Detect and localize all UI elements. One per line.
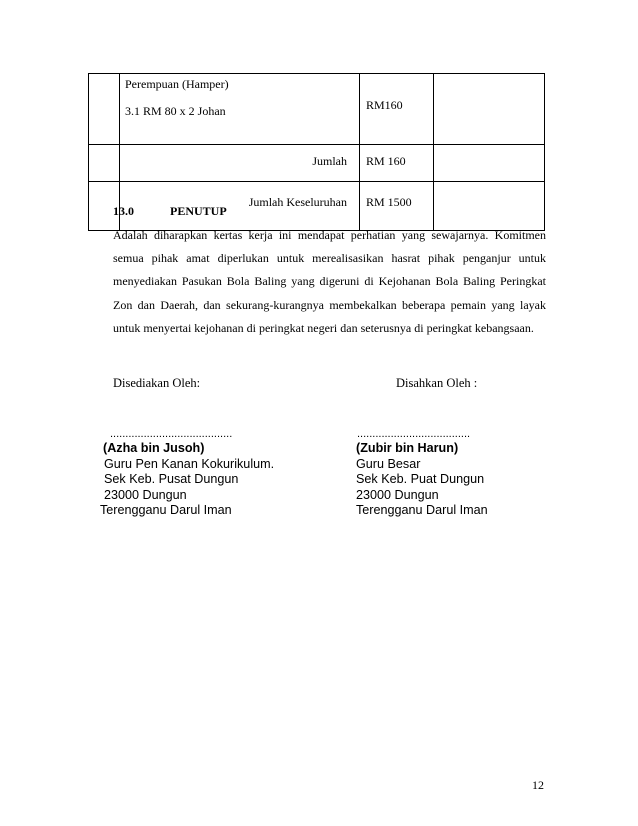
table-cell-blank [89, 74, 120, 145]
signatory-title: Guru Pen Kanan Kokurikulum. [104, 456, 275, 471]
prize-item: 3.1 RM 80 x 2 Johan [125, 104, 226, 118]
signatory-school: Sek Keb. Pusat Dungun [104, 472, 239, 486]
total-label: Jumlah [120, 145, 360, 182]
table-cell-blank [434, 145, 545, 182]
signature-block-approver [356, 427, 488, 519]
table-cell-blank [89, 145, 120, 182]
hamper-category: Perempuan (Hamper) [125, 77, 229, 91]
signatory-state: Terengganu Darul Iman [100, 503, 232, 517]
grand-total-label: Jumlah Keseluruhan [120, 182, 360, 231]
total-amount: RM 160 [360, 145, 434, 182]
signatory-school: Sek Keb. Puat Dungun [356, 472, 485, 486]
table-cell-description [120, 74, 360, 145]
grand-total-amount: RM 1500 [360, 182, 434, 231]
section-number: 13.0 [113, 204, 134, 218]
approved-by-label: Disahkan Oleh : [396, 376, 478, 390]
signature-line: ..................................... [357, 428, 471, 440]
section-heading [113, 204, 227, 219]
signatory-postcode: 23000 Dungun [356, 487, 439, 502]
signatory-state: Terengganu Darul Iman [356, 503, 488, 517]
section-title: PENUTUP [170, 204, 227, 218]
signature-line: ........................................ [110, 428, 233, 440]
table-cell-blank [434, 74, 545, 145]
signatory-name: (Zubir bin Harun) [356, 441, 459, 455]
signatory-postcode: 23000 Dungun [104, 487, 187, 502]
page-number: 12 [532, 778, 544, 792]
signatory-name: (Azha bin Jusoh) [103, 441, 205, 455]
closing-paragraph: Adalah diharapkan kertas kerja ini mendapat perhatian yang sewajarnya. Komitmen semua pihak amat diperlukan untuk merealisasikan hasrat pihak penganjur untuk menyediakan Pasukan Bola Baling yang digeruni di Kejohanan Bola Baling Peringkat Zon dan Daerah, dan sekurang-kurangnya membekalkan beberapa pemain yang layak untuk menyertai kejohanan di peringkat negeri dan seterusnya di peringkat kebangsaan. [113, 228, 546, 335]
table-row [89, 145, 545, 182]
prepared-by-label: Disediakan Oleh: [113, 376, 201, 390]
table-cell-amount: RM160 [360, 74, 434, 145]
signatory-title: Guru Besar [356, 456, 421, 471]
signature-block-preparer [100, 427, 275, 519]
table-row [89, 74, 545, 145]
